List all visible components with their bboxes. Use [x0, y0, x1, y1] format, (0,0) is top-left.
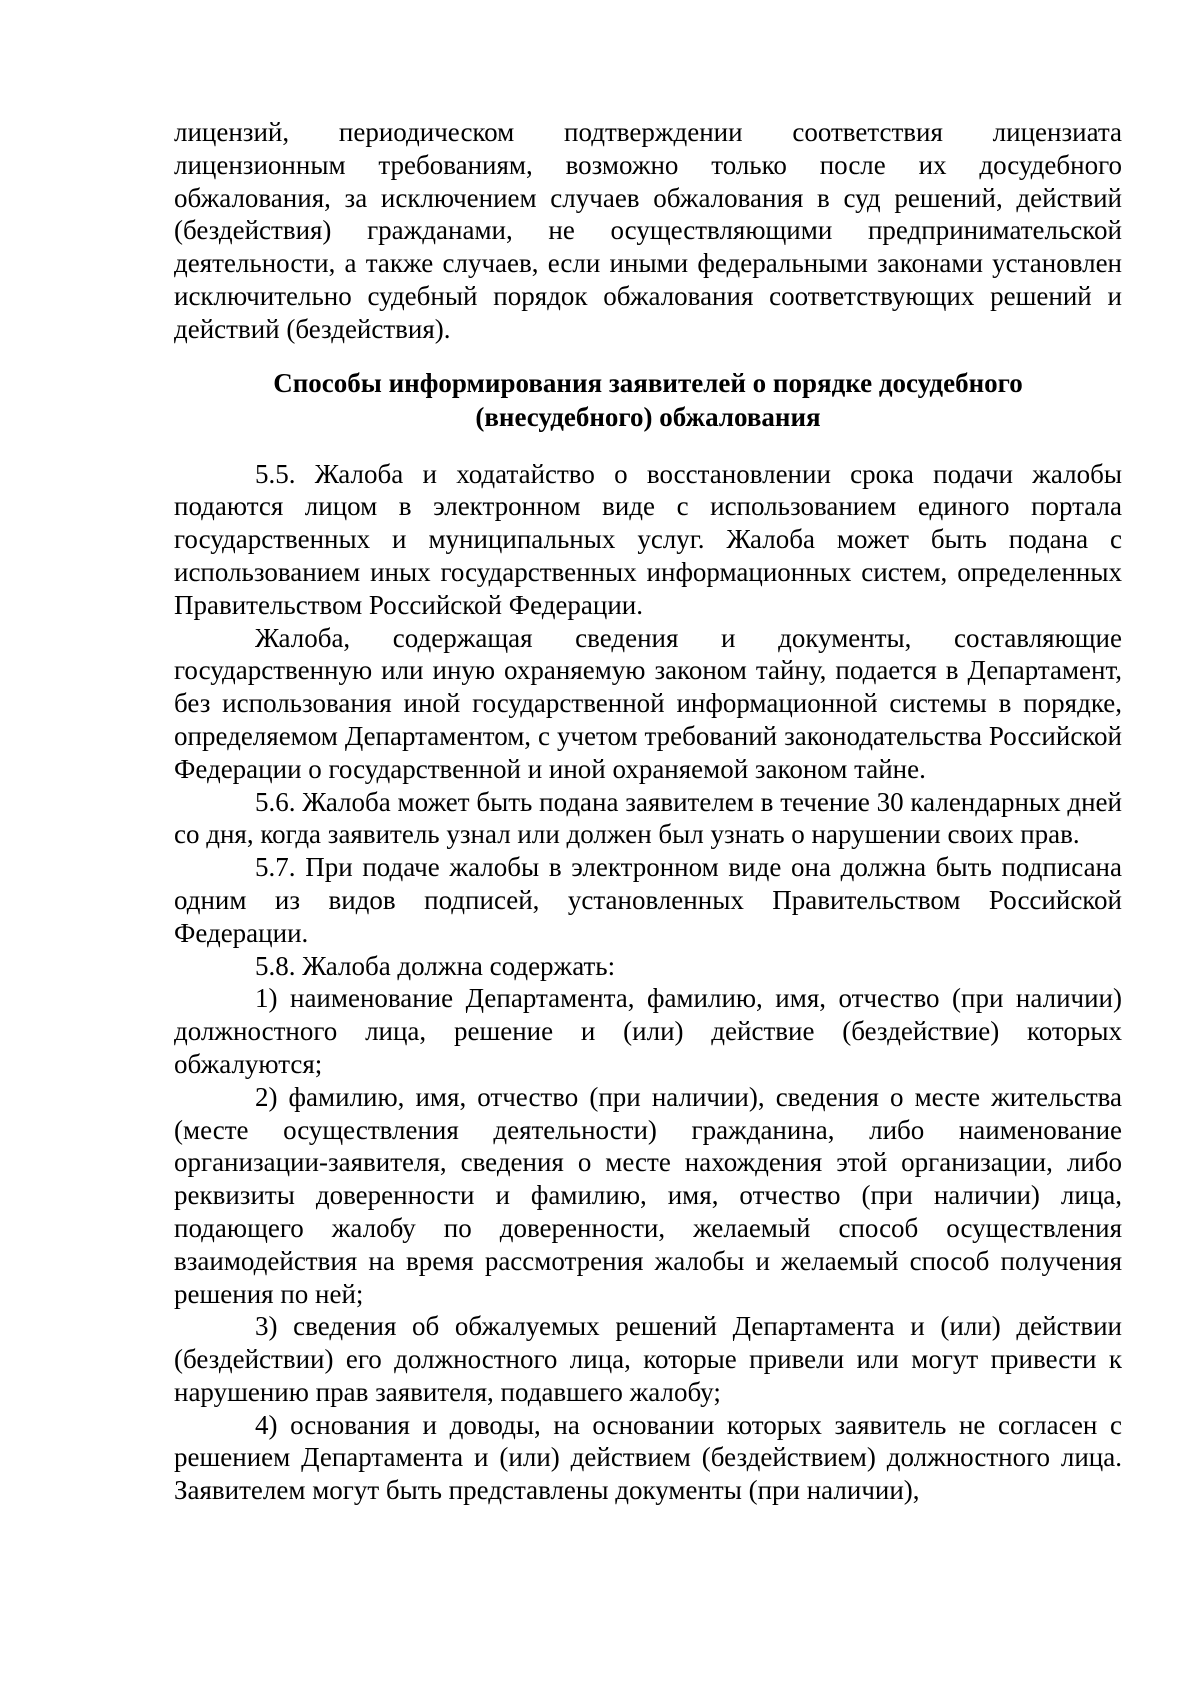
paragraph-5-5: 5.5. Жалоба и ходатайство о восстановлении срока подачи жалобы подаются лицом в электронном виде с использованием единого портала государственных и муниципальных услуг. Жалоба может быть подана с использованием иных государственных информационных систем, определенных Правительством Российской Федерации.	[174, 458, 1122, 620]
paragraph-5-6: 5.6. Жалоба может быть подана заявителем в течение 30 календарных дней со дня, когда заявитель узнал или должен был узнать о нарушении своих прав.	[174, 786, 1122, 850]
list-item-1: 1) наименование Департамента, фамилию, имя, отчество (при наличии) должностного лица, решение и (или) действие (бездействие) которых обжалуются;	[174, 983, 1122, 1079]
paragraph-secret-complaint: Жалоба, содержащая сведения и документы, составляющие государственную или иную охраняемую законом тайну, подается в Департамент, без использования иной государственной информационной системы в порядке, определяемом Департаментом, с учетом требований законодательства Российской Федерации о государственной и иной охраняемой законом тайне.	[174, 622, 1122, 784]
section-heading-line-2: (внесудебного) обжалования	[475, 401, 821, 432]
paragraph-5-7: 5.7. При подаче жалобы в электронном виде она должна быть подписана одним из видов подписей, установленных Правительством Российской Федерации.	[174, 852, 1122, 948]
intro-paragraph: лицензий, периодическом подтверждении соответствия лицензиата лицензионным требованиям, возможно только после их досудебного обжалования, за исключением случаев обжалования в суд решений, действий (бездействия) гражданами, не осуществляющими предпринимательской деятельности, а также случаев, если иными федеральными законами установлен исключительно судебный порядок обжалования соответствующих решений и действий (бездействия).	[174, 117, 1122, 344]
document-page	[174, 116, 1122, 1507]
paragraph-5-8: 5.8. Жалоба должна содержать:	[255, 950, 616, 981]
list-item-3: 3) сведения об обжалуемых решений Департамента и (или) действии (бездействии) его должностного лица, которые привели или могут привести к нарушению прав заявителя, подавшего жалобу;	[174, 1311, 1122, 1407]
list-item-2: 2) фамилию, имя, отчество (при наличии), сведения о месте жительства (месте осуществления деятельности) гражданина, либо наименование организации-заявителя, сведения о месте нахождения этой организации, либо реквизиты доверенности и фамилию, имя, отчество (при наличии) лица, подающего жалобу по доверенности, желаемый способ осуществления взаимодействия на время рассмотрения жалобы и желаемый способ получения решения по ней;	[174, 1081, 1122, 1309]
section-heading	[174, 366, 1122, 434]
list-item-4: 4) основания и доводы, на основании которых заявитель не согласен с решением Департамента и (или) действием (бездействием) должностного лица. Заявителем могут быть представлены документы (при наличии),	[174, 1409, 1122, 1506]
section-heading-line-1: Способы информирования заявителей о порядке досудебного	[273, 367, 1023, 398]
